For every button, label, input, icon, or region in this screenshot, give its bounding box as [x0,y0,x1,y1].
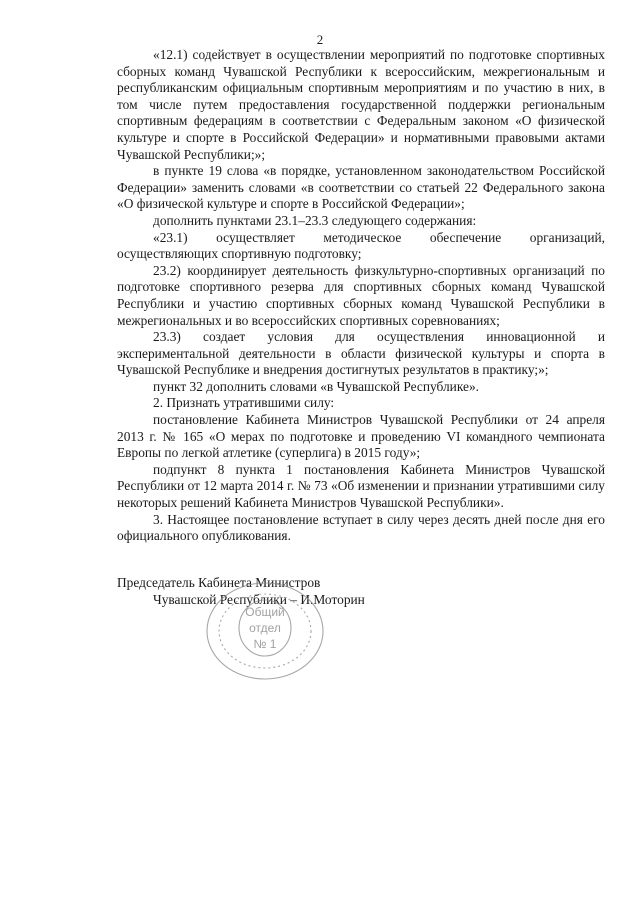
stamp-text-line1: Общий [245,605,285,619]
page-number: 2 [316,32,324,47]
paragraph: в пункте 19 слова «в порядке, установленном законодательством Российской Федерации» заменить словами «в соответствии со статьей 22 Федерального закона «О физической культуре и спорте в Российской Федерации»; [117,163,605,212]
stamp-core-ring [239,600,291,656]
paragraph: 2. Признать утратившими силу: [153,395,335,411]
signature-block [117,575,605,608]
stamp-text-line3: № 1 [253,637,277,651]
paragraph: постановление Кабинета Министров Чувашской Республики от 24 апреля 2013 г. № 165 «О мерах по подготовке и проведению VI командного чемпионата Европы по легкой атлетике (суперлига) в 2015 году»; [117,412,605,461]
signatory-title: Председатель Кабинета Министров [117,575,321,590]
paragraph: 3. Настоящее постановление вступает в силу через десять дней после дня его официального опубликования. [117,511,605,544]
signatory-name: Чувашской Республики – И.Моторин [153,591,365,607]
paragraph: «12.1) содействует в осуществлении мероприятий по подготовке спортивных сборных команд Чувашской Республики к всероссийским, межрегиональным и республиканским официальным спортивным мероприятиям и по участию в них, в том числе путем предоставления государственной поддержки региональным спортивным федерациям в соответствии с Федеральным законом «О физической культуре и спорте в Российской Федерации» и нормативными правовыми актами Чувашской Республики;»; [117,47,605,162]
paragraph: подпункт 8 пункта 1 постановления Кабинета Министров Чувашской Республики от 12 марта 2014 г. № 73 «Об изменении и признании утратившими силу некоторых решений Кабинета Министров Чувашской Республики». [117,461,605,511]
paragraph: «23.1) осуществляет методическое обеспечение организаций, осуществляющих спортивную подготовку; [117,229,605,262]
stamp-text-line2: отдел [249,621,281,635]
paragraph: 23.2) координирует деятельность физкультурно-спортивных организаций по подготовке спортивного резерва для спортивных сборных команд Чувашской Республики и участию спортивных сборных команд Чувашской Республики в межрегиональных и во всероссийских спортивных соревнованиях; [117,262,605,328]
paragraph: дополнить пунктами 23.1–23.3 следующего содержания: [153,212,477,228]
paragraph: 23.3) создает условия для осуществления инновационной и экспериментальной деятельности в области физической культуры и спорта в Чувашской Республике и внедрения достигнутых результатов в практику;»; [117,329,605,378]
document-body [117,47,605,545]
paragraph: пункт 32 дополнить словами «в Чувашской Республике». [153,378,480,394]
